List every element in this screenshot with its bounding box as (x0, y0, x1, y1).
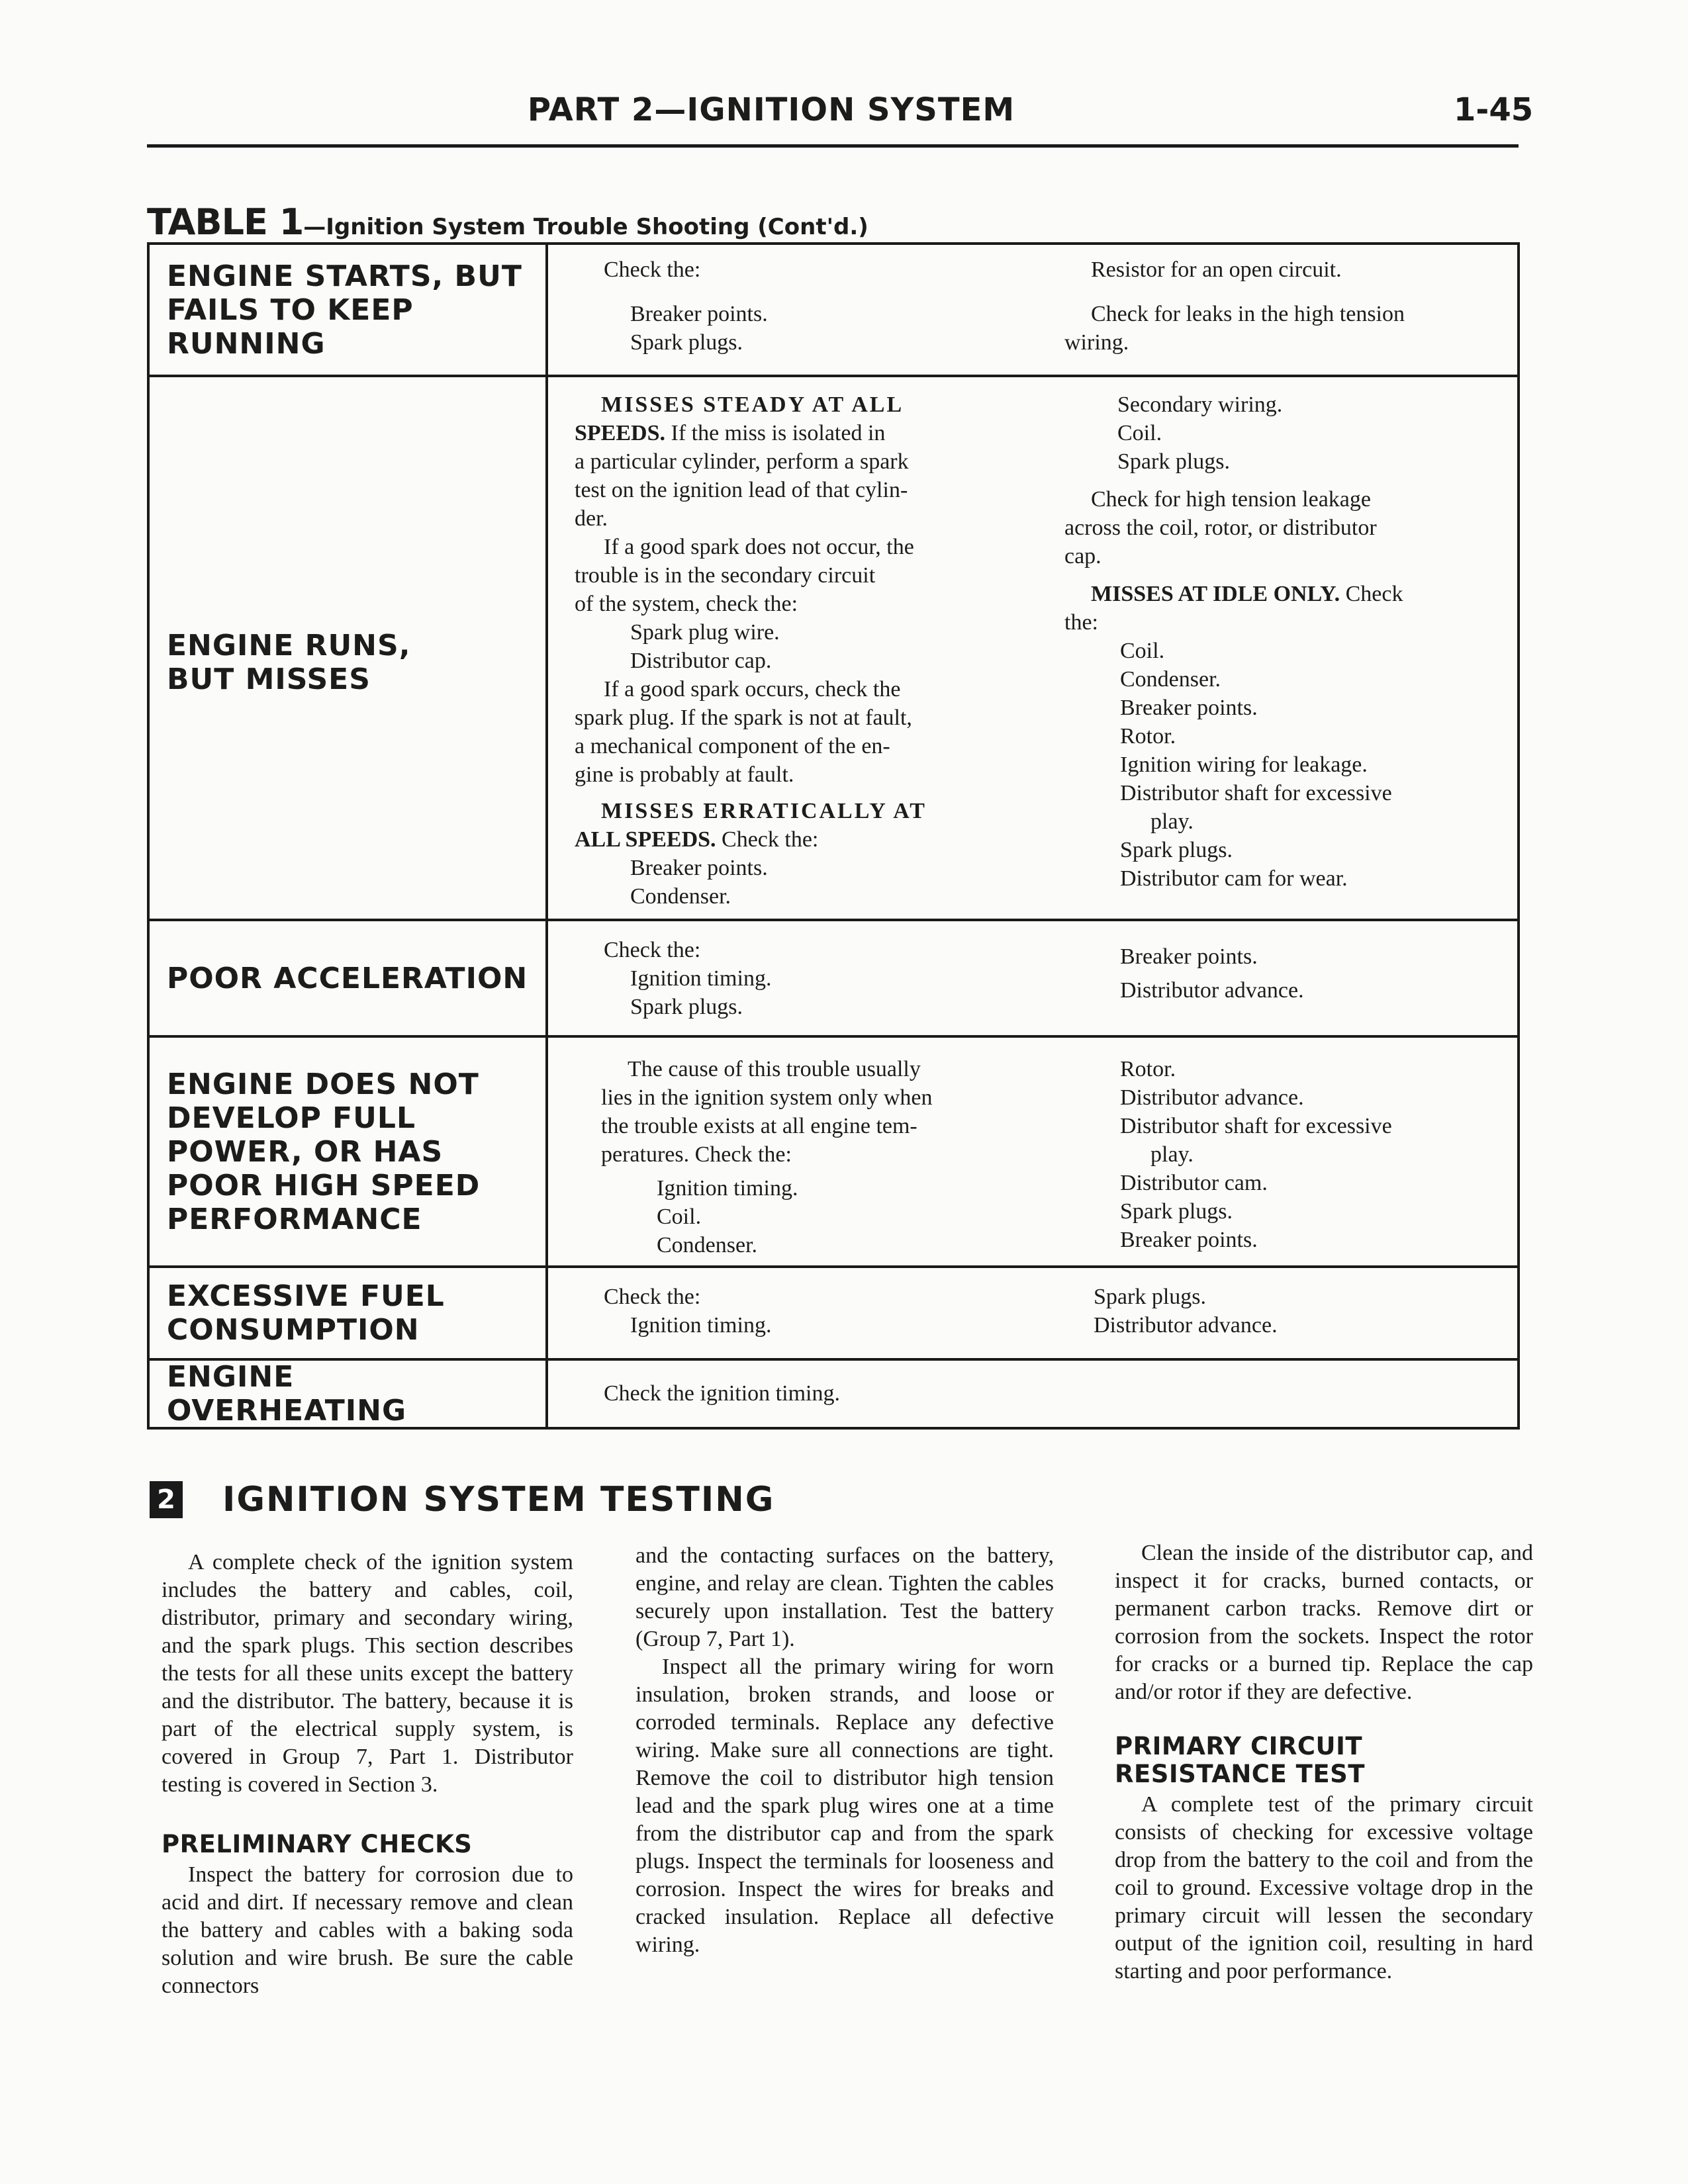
remedy-line: Condenser. (657, 1233, 758, 1257)
remedy-line: Spark plugs. (1120, 1199, 1233, 1224)
condition-cell (150, 921, 548, 1035)
remedy-line: Distributor cap. (630, 649, 772, 673)
condition-label: ENGINE DOES NOT (167, 1067, 479, 1101)
remedy-line: across the coil, rotor, or distributor (1064, 516, 1377, 540)
condition-label: EXCESSIVE FUEL (167, 1279, 445, 1313)
remedy-line: Rotor. (1120, 1057, 1176, 1081)
remedy-line: Check the ignition timing. (604, 1381, 840, 1406)
remedy-line: Breaker points. (1120, 944, 1258, 969)
remedy-line: Ignition timing. (630, 966, 772, 991)
condition-label: FAILS TO KEEP (167, 293, 414, 327)
condition-label: CONSUMPTION (167, 1313, 420, 1347)
remedy-line: Coil. (1117, 421, 1162, 445)
table-caption-title: —Ignition System Trouble Shooting (Cont'd.) (303, 214, 868, 240)
table-row (150, 1268, 1517, 1361)
table-caption (147, 201, 868, 243)
remedy-cell (548, 1038, 1517, 1265)
subsection-heading: PRELIMINARY CHECKS (162, 1830, 473, 1858)
remedy-line: The cause of this trouble usually (628, 1057, 921, 1081)
condition-cell (150, 245, 548, 375)
condition-label: RUNNING (167, 326, 326, 361)
condition-label: BUT MISSES (167, 662, 371, 696)
condition-cell (150, 1361, 548, 1427)
remedy-column (575, 1283, 1025, 1350)
remedy-column (1025, 936, 1495, 1027)
remedy-line: Distributor shaft for excessive (1120, 781, 1392, 805)
remedy-column (575, 1379, 1025, 1419)
remedy-cell (548, 377, 1517, 919)
remedy-line: Check the: (716, 827, 819, 852)
remedy-heading: MISSES STEADY AT ALL (601, 392, 904, 417)
condition-label: POOR ACCELERATION (167, 961, 528, 995)
remedy-line: spark plug. If the spark is not at fault, (575, 705, 912, 730)
table-row (150, 377, 1517, 921)
text-column-left (162, 1549, 573, 2000)
condition-label: DEVELOP FULL (167, 1101, 416, 1135)
remedy-column (1051, 1055, 1495, 1257)
remedy-line: Spark plugs. (1094, 1285, 1206, 1309)
remedy-column (575, 390, 1025, 911)
body-paragraph: Clean the inside of the distributor cap, and inspect it for cracks, burned contacts, or permanent carbon tracks. Remove dirt or corrosion from the sockets. Inspect the rotor for cracks or a burned tip. Replace the cap and/or rotor if they are defective. (1115, 1541, 1533, 1704)
remedy-cell (548, 1268, 1517, 1358)
remedy-line: Check for high tension leakage (1091, 487, 1371, 512)
header-divider (147, 144, 1519, 148)
condition-label: ENGINE STARTS, BUT (167, 259, 522, 293)
remedy-line: Rotor. (1120, 724, 1176, 749)
remedy-line: Ignition timing. (657, 1176, 798, 1201)
remedy-line: Check for leaks in the high tension (1091, 302, 1405, 326)
remedy-cell (548, 245, 1517, 375)
remedy-line: Check the: (604, 257, 701, 282)
remedy-line: the: (1064, 610, 1098, 635)
condition-cell (150, 377, 548, 919)
subsection-heading: PRIMARY CIRCUIT RESISTANCE TEST (1115, 1732, 1366, 1788)
remedy-line: trouble is in the secondary circuit (575, 563, 876, 588)
remedy-line: Spark plugs. (630, 995, 743, 1019)
remedy-line: Secondary wiring. (1117, 392, 1283, 417)
remedy-line: gine is probably at fault. (575, 762, 794, 787)
remedy-line: a particular cylinder, perform a spark (575, 449, 909, 474)
condition-label: ENGINE OVERHEATING (167, 1360, 407, 1428)
remedy-heading: ALL SPEEDS. (575, 827, 716, 852)
condition-label: ENGINE RUNS, (167, 629, 411, 662)
remedy-line: Coil. (1120, 639, 1165, 663)
remedy-line: test on the ignition lead of that cylin- (575, 478, 908, 502)
remedy-line: Condenser. (630, 884, 731, 909)
remedy-heading: MISSES AT IDLE ONLY. (1091, 582, 1340, 606)
remedy-line: der. (575, 506, 608, 531)
page-number: 1-45 (1454, 91, 1534, 128)
remedy-line: If a good spark does not occur, the (604, 535, 914, 559)
text-column-right (1115, 1539, 1533, 1985)
table-row (150, 1361, 1517, 1427)
remedy-line: Distributor advance. (1094, 1313, 1278, 1338)
remedy-line: Check the: (604, 1285, 701, 1309)
remedy-line: Spark plugs. (630, 330, 743, 355)
remedy-cell (548, 921, 1517, 1035)
remedy-line: play. (1150, 1142, 1194, 1167)
remedy-line: Breaker points. (630, 856, 768, 880)
remedy-line: Spark plugs. (1117, 449, 1230, 474)
remedy-line: peratures. Check the: (601, 1142, 792, 1167)
remedy-line: play. (1150, 809, 1194, 834)
table-row (150, 245, 1517, 377)
text-column-middle (635, 1542, 1054, 1959)
body-paragraph: Inspect the battery for corrosion due to acid and dirt. If necessary remove and clean the battery and cables with a baking soda solution and wire brush. Be sure the cable connectors (162, 1862, 573, 1998)
remedy-column (575, 936, 1025, 1027)
remedy-line: wiring. (1064, 330, 1129, 355)
remedy-line: Condenser. (1120, 667, 1221, 692)
remedy-line: If the miss is isolated in (665, 421, 886, 445)
page-header-title: PART 2—IGNITION SYSTEM (527, 91, 1015, 128)
remedy-line: If a good spark occurs, check the (604, 677, 901, 702)
trouble-shooting-table (147, 242, 1520, 1430)
remedy-line: Check (1340, 582, 1403, 606)
table-row (150, 921, 1517, 1038)
condition-cell (150, 1268, 548, 1358)
remedy-line: lies in the ignition system only when (601, 1085, 933, 1110)
condition-label: PERFORMANCE (167, 1202, 422, 1236)
remedy-heading: MISSES ERRATICALLY AT (601, 799, 927, 823)
remedy-column (1025, 255, 1495, 367)
remedy-line: Ignition timing. (630, 1313, 772, 1338)
remedy-line: Distributor advance. (1120, 1085, 1304, 1110)
section-title: IGNITION SYSTEM TESTING (222, 1480, 775, 1520)
remedy-column (575, 255, 1025, 367)
remedy-line: a mechanical component of the en- (575, 734, 890, 758)
section-number-badge: 2 (150, 1481, 183, 1518)
table-row (150, 1038, 1517, 1268)
remedy-cell (548, 1361, 1517, 1427)
body-paragraph: A complete test of the primary circuit consists of checking for excessive voltage drop from the battery to the coil and from the coil to ground. Excessive voltage drop in the primary circuit will lessen the secondary output of the ignition coil, resulting in hard starting and poor performance. (1115, 1792, 1533, 1983)
remedy-line: Resistor for an open circuit. (1091, 257, 1342, 282)
remedy-column (575, 1055, 1051, 1257)
remedy-line: of the system, check the: (575, 592, 798, 616)
body-paragraph: and the contacting surfaces on the battery, engine, and relay are clean. Tighten the cables securely upon installation. Test the battery (Group 7, Part 1). (635, 1543, 1054, 1651)
remedy-line: Breaker points. (1120, 1228, 1258, 1252)
condition-cell (150, 1038, 548, 1265)
remedy-line: Breaker points. (1120, 696, 1258, 720)
remedy-heading: SPEEDS. (575, 421, 665, 445)
remedy-line: the trouble exists at all engine tem- (601, 1114, 917, 1138)
condition-label: POWER, OR HAS (167, 1134, 444, 1169)
remedy-line: Distributor cam. (1120, 1171, 1268, 1195)
remedy-line: Check the: (604, 938, 701, 962)
remedy-column (1025, 1283, 1495, 1350)
remedy-line: Ignition wiring for leakage. (1120, 752, 1368, 777)
table-caption-label: TABLE 1 (147, 201, 304, 243)
remedy-line: Coil. (657, 1205, 702, 1229)
remedy-line: Distributor advance. (1120, 978, 1304, 1003)
body-paragraph: A complete check of the ignition system includes the battery and cables, coil, distributor, primary and secondary wiring, and the spark plugs. This section describes the tests for all these units except the battery and the distributor. The battery, because it is part of the electrical supply system, is covered in Group 7, Part 1. Distributor testing is covered in Section 3. (162, 1550, 573, 1797)
condition-label: POOR HIGH SPEED (167, 1168, 481, 1203)
remedy-line: cap. (1064, 544, 1102, 569)
body-paragraph: Inspect all the primary wiring for worn insulation, broken strands, and loose or corroded terminals. Replace any defective wiring. Make sure all connections are tight. Remove the coil to distributor high tension lead and the spark plug wires one at a time from the distributor cap and from the spark plugs. Inspect the terminals for looseness and corrosion. Inspect the wires for breaks and cracked insulation. Replace all defective wiring. (635, 1655, 1054, 1957)
remedy-line: Spark plug wire. (630, 620, 780, 645)
remedy-line: Distributor shaft for excessive (1120, 1114, 1392, 1138)
remedy-line: Spark plugs. (1120, 838, 1233, 862)
remedy-line: Distributor cam for wear. (1120, 866, 1348, 891)
remedy-line: Breaker points. (630, 302, 768, 326)
remedy-column (1025, 390, 1495, 911)
